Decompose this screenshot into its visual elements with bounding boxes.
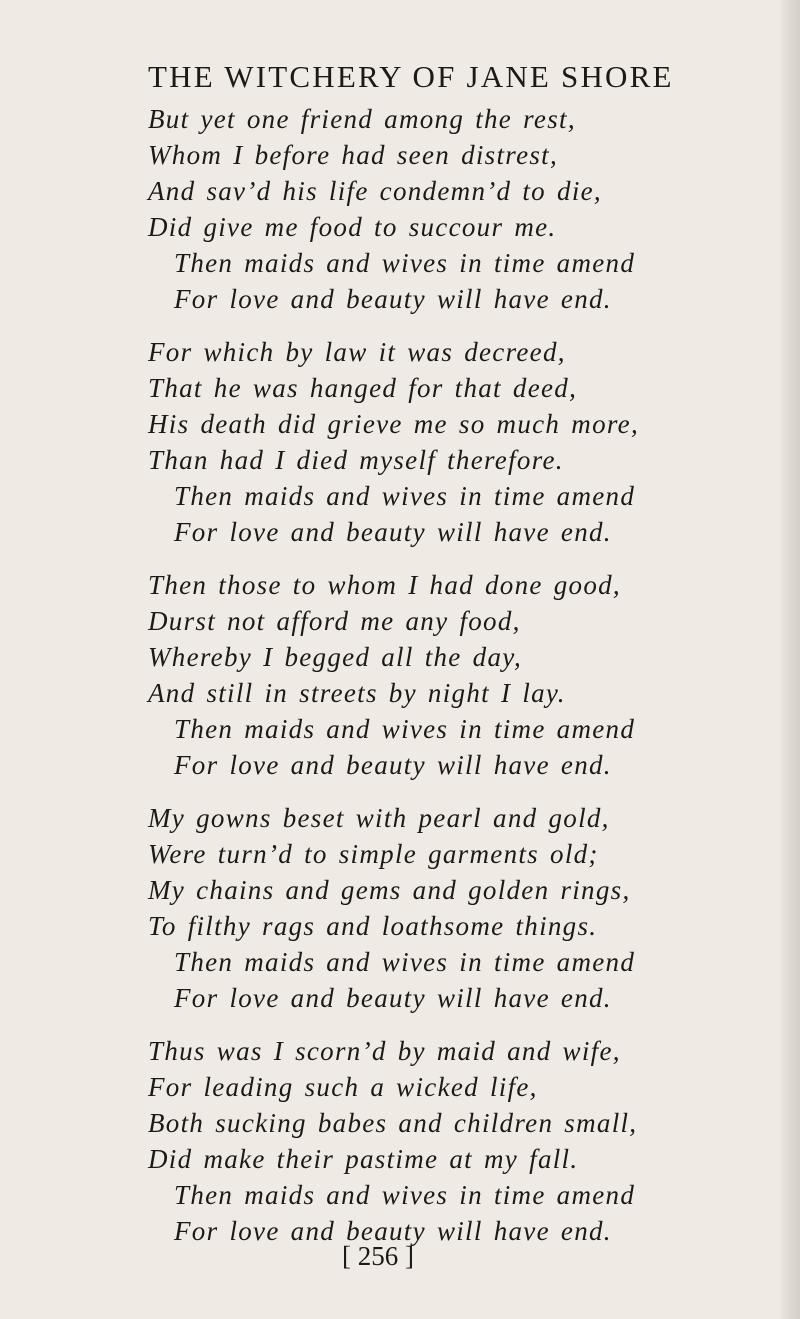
verse-line: My chains and gems and golden rings, (148, 875, 631, 905)
refrain-line: For love and beauty will have end. (174, 517, 612, 547)
stanza-3 (148, 567, 708, 783)
refrain-line: Then maids and wives in time amend (174, 1180, 636, 1210)
stanza-1 (148, 101, 708, 317)
refrain-line: Then maids and wives in time amend (174, 947, 636, 977)
stanza-5 (148, 1033, 708, 1249)
verse-line: That he was hanged for that deed, (148, 373, 578, 403)
verse-line: But yet one friend among the rest, (148, 104, 576, 134)
refrain-line: For love and beauty will have end. (174, 983, 612, 1013)
verse-line: Then those to whom I had done good, (148, 570, 621, 600)
poem-body (148, 101, 708, 1266)
refrain-line: Then maids and wives in time amend (174, 248, 636, 278)
verse-line: Whereby I begged all the day, (148, 642, 523, 672)
page-edge-shadow (778, 0, 800, 1319)
verse-line: And sav’d his life condemn’d to die, (148, 176, 602, 206)
refrain-line: For love and beauty will have end. (174, 284, 612, 314)
verse-line: Durst not afford me any food, (148, 606, 521, 636)
refrain-line: For love and beauty will have end. (174, 750, 612, 780)
verse-line: For leading such a wicked life, (148, 1072, 538, 1102)
running-head: THE WITCHERY OF JANE SHORE (148, 59, 674, 94)
refrain-line: For love and beauty will have end. (174, 1216, 612, 1246)
verse-line: Did give me food to succour me. (148, 212, 557, 242)
verse-line: Both sucking babes and children small, (148, 1108, 638, 1138)
stanza-2 (148, 334, 708, 550)
verse-line: Thus was I scorn’d by maid and wife, (148, 1036, 621, 1066)
verse-line: For which by law it was decreed, (148, 337, 566, 367)
verse-line: To filthy rags and loathsome things. (148, 911, 598, 941)
verse-line: And still in streets by night I lay. (148, 678, 566, 708)
refrain-line: Then maids and wives in time amend (174, 714, 636, 744)
verse-line: Were turn’d to simple garments old; (148, 839, 599, 869)
verse-line: My gowns beset with pearl and gold, (148, 803, 610, 833)
verse-line: Whom I before had seen distrest, (148, 140, 559, 170)
stanza-4 (148, 800, 708, 1016)
refrain-line: Then maids and wives in time amend (174, 481, 636, 511)
verse-line: Than had I died myself therefore. (148, 445, 564, 475)
page-number: [ 256 ] (342, 1241, 414, 1271)
verse-line: Did make their pastime at my fall. (148, 1144, 579, 1174)
verse-line: His death did grieve me so much more, (148, 409, 640, 439)
